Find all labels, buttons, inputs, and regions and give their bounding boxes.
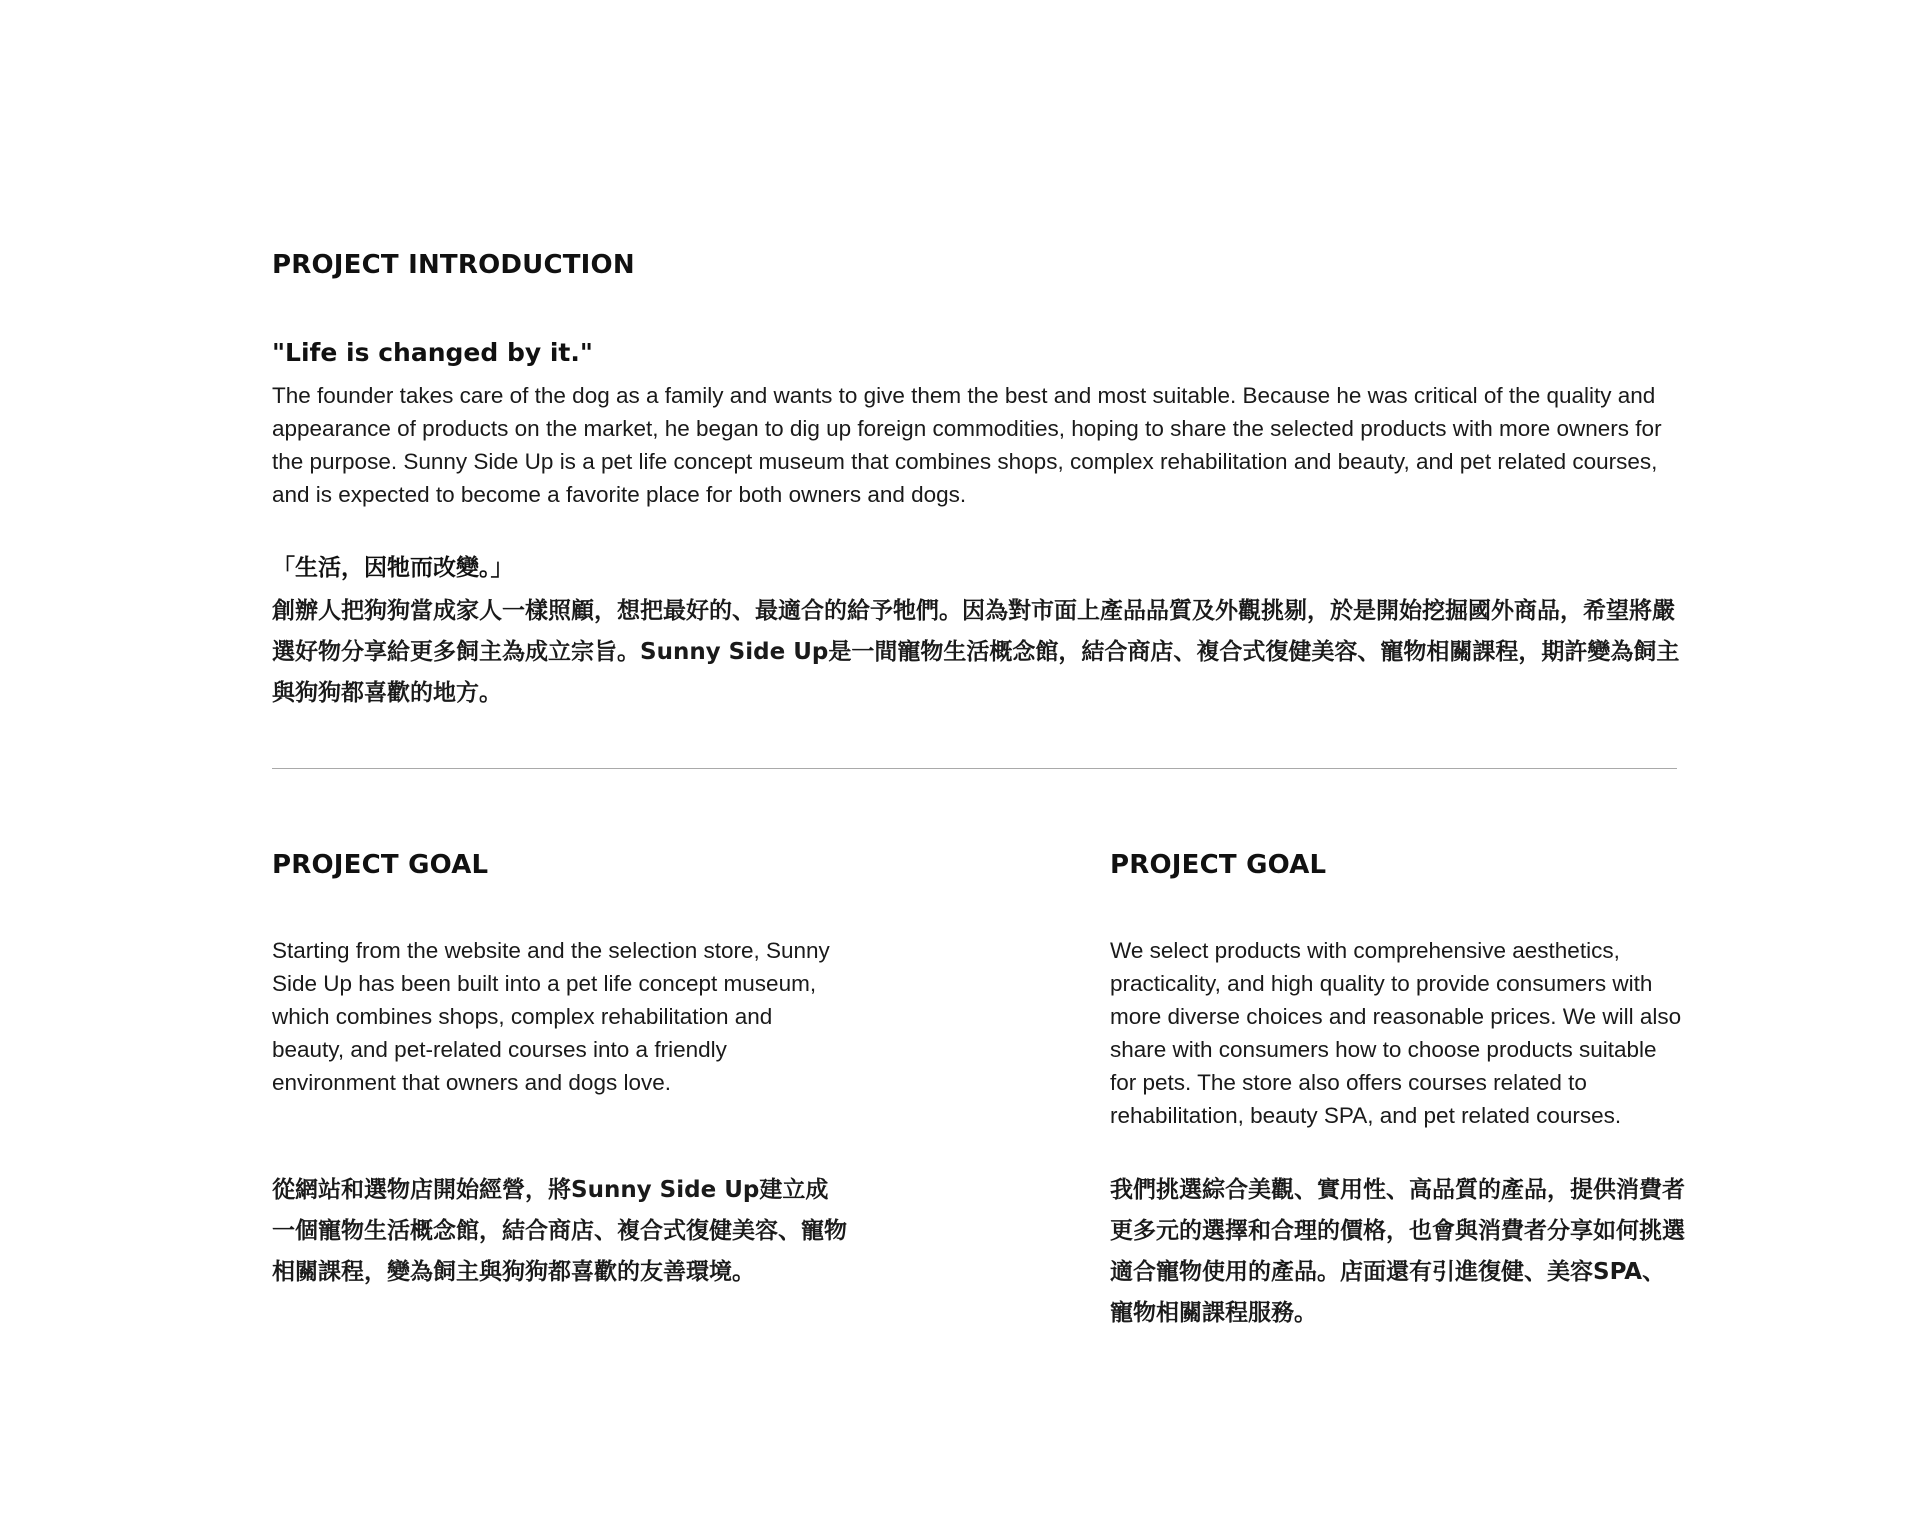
goal-left-body-en: Starting from the website and the selection store, Sunny Side Up has been built into a pet life concept museum, which combines shops, complex rehabilitation and beauty, and pet-related courses into a friendly environment that owners and dogs love. bbox=[272, 938, 830, 1095]
intro-quote-zh: 「生活，因牠而改變。」 bbox=[272, 555, 514, 581]
goal-left-body-zh: 從網站和選物店開始經營，將Sunny Side Up建立成一個寵物生活概念館，結合商店、複合式復健美容、寵物相關課程，變為飼主與狗狗都喜歡的友善環境。 bbox=[272, 1177, 847, 1285]
project-goal-heading-left: PROJECT GOAL bbox=[272, 850, 489, 880]
intro-body-zh: 創辦人把狗狗當成家人一樣照顧，想把最好的、最適合的給予牠們。因為對市面上產品品質及外觀挑剔，於是開始挖掘國外商品，希望將嚴選好物分享給更多飼主為成立宗旨。Sunny Side Up是一間寵物生活概念館，結合商店、複合式復健美容、寵物相關課程，期許變為飼主與狗狗都喜歡的地方。 bbox=[272, 598, 1680, 706]
project-goal-heading-right: PROJECT GOAL bbox=[1110, 850, 1327, 880]
goal-right-body-zh: 我們挑選綜合美觀、實用性、高品質的產品，提供消費者更多元的選擇和合理的價格，也會與消費者分享如何挑選適合寵物使用的產品。店面還有引進復健、美容SPA、寵物相關課程服務。 bbox=[1110, 1177, 1685, 1326]
intro-quote-en: "Life is changed by it." bbox=[272, 338, 593, 367]
project-introduction-heading: PROJECT INTRODUCTION bbox=[272, 250, 635, 280]
goal-right-body-en: We select products with comprehensive aesthetics, practicality, and high quality to provide consumers with more diverse choices and reasonable prices. We will also share with consumers how to choose products suitable for pets. The store also offers courses related to rehabilitation, beauty SPA, and pet related courses. bbox=[1110, 938, 1682, 1128]
intro-body-en: The founder takes care of the dog as a family and wants to give them the best and most suitable. Because he was critical of the quality and appearance of products on the market, he began to dig up foreign commodities, hoping to share the selected products with more owners for the purpose. Sunny Side Up is a pet life concept museum that combines shops, complex rehabilitation and beauty, and pet related courses, and is expected to become a favorite place for both owners and dogs. bbox=[272, 383, 1662, 507]
section-divider bbox=[272, 768, 1677, 769]
